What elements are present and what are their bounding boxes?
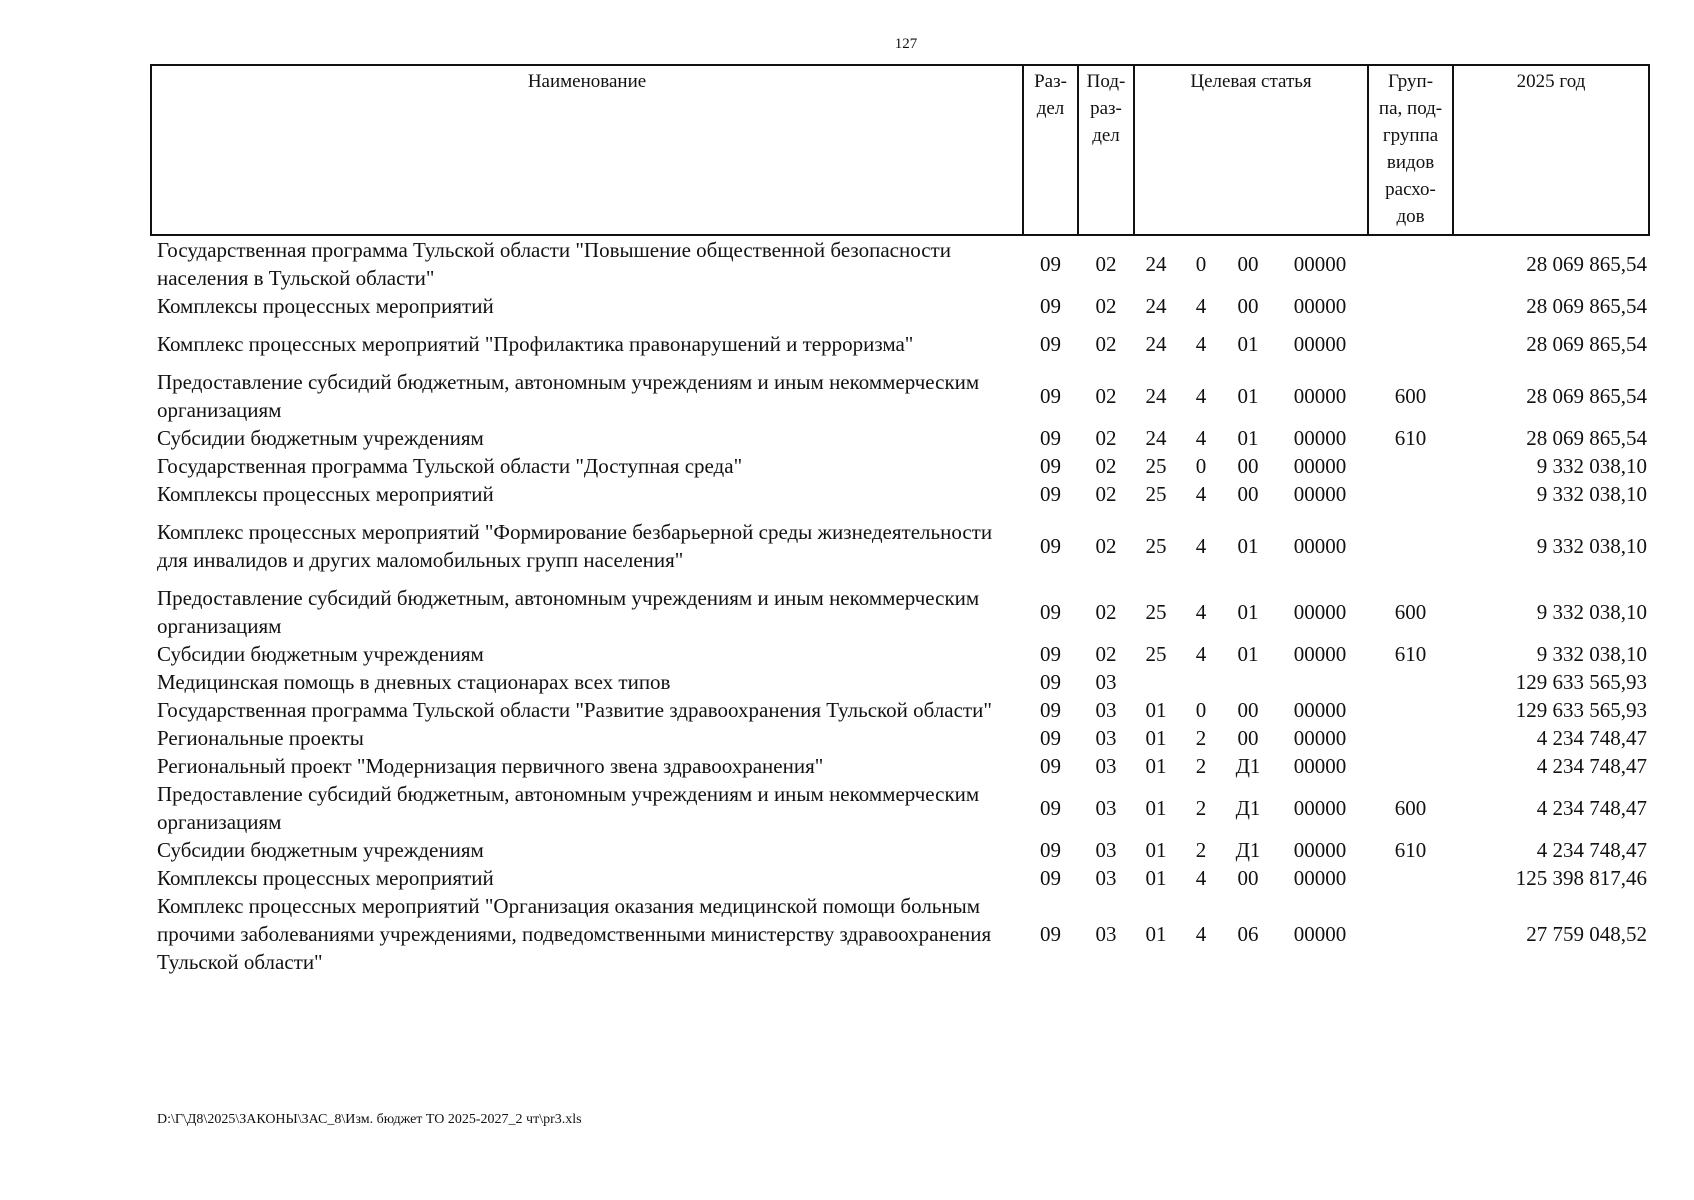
row-amount: 4 234 748,47 (1536, 796, 1648, 820)
footer-file-path: D:\Г\Д8\2025\ЗАКОНЫ\ЗАС_8\Изм. бюджет ТО 2025-2027_2 чт\pr3.xls (157, 1112, 582, 1127)
row-target-program: 01 (1145, 922, 1167, 946)
row-subsection: 03 (1095, 922, 1117, 946)
table-row (151, 292, 1649, 320)
header-year-2025: 2025 год (1453, 65, 1649, 235)
row-expense-group (1368, 696, 1453, 724)
row-target-direction: 00000 (1293, 384, 1347, 408)
row-amount: 129 633 565,93 (1515, 698, 1648, 722)
row-name: Региональный проект "Модернизация первичного звена здравоохранения" (157, 754, 824, 778)
row-section: 09 (1040, 454, 1061, 478)
row-target-type: 2 (1195, 754, 1207, 778)
row-section: 09 (1040, 294, 1061, 318)
row-section: 09 (1040, 642, 1061, 666)
row-amount: 28 069 865,54 (1526, 384, 1648, 408)
row-name: Государственная программа Тульской области "Развитие здравоохранения Тульской области" (157, 698, 992, 722)
row-amount: 9 332 038,10 (1536, 600, 1648, 624)
row-target-type: 4 (1195, 384, 1207, 408)
row-target-type: 0 (1195, 454, 1207, 478)
row-section: 09 (1040, 252, 1061, 276)
row-target-type: 4 (1195, 332, 1207, 356)
row-name: Медицинская помощь в дневных стационарах всех типов (157, 670, 671, 694)
row-subsection: 02 (1095, 252, 1117, 276)
row-section: 09 (1040, 754, 1061, 778)
row-amount: 4 234 748,47 (1536, 754, 1648, 778)
row-target-event: 00 (1237, 726, 1259, 750)
row-name: Комплексы процессных мероприятий (157, 294, 494, 318)
row-target-event: 01 (1237, 384, 1259, 408)
row-amount: 28 069 865,54 (1526, 294, 1648, 318)
row-subsection: 02 (1095, 332, 1117, 356)
header-section: Раз- дел (1023, 65, 1078, 235)
table-row (151, 892, 1649, 976)
table-row (151, 235, 1649, 292)
row-amount: 9 332 038,10 (1536, 482, 1648, 506)
header-name: Наименование (151, 65, 1023, 235)
row-section: 09 (1040, 698, 1061, 722)
row-target-event: 00 (1237, 252, 1259, 276)
table-row (151, 508, 1649, 584)
table-row (151, 452, 1649, 480)
row-target-program (1134, 668, 1178, 696)
table-row (151, 584, 1649, 640)
row-target-event: 00 (1237, 482, 1259, 506)
row-section: 09 (1040, 332, 1061, 356)
row-target-type: 4 (1195, 866, 1207, 890)
row-target-event: 00 (1237, 454, 1259, 478)
row-target-event: Д1 (1235, 838, 1261, 862)
budget-table-container (150, 64, 1648, 976)
row-target-type: 4 (1195, 600, 1207, 624)
row-subsection: 03 (1095, 866, 1117, 890)
row-name: Комплексы процессных мероприятий (157, 482, 494, 506)
row-target-type: 4 (1195, 922, 1207, 946)
row-name: Субсидии бюджетным учреждениям (157, 426, 484, 450)
row-target-type: 2 (1195, 838, 1207, 862)
row-target-event: Д1 (1235, 754, 1261, 778)
row-target-program: 01 (1145, 698, 1167, 722)
row-amount: 28 069 865,54 (1526, 332, 1648, 356)
row-target-program: 25 (1145, 454, 1167, 478)
row-target-type: 4 (1195, 426, 1207, 450)
row-name: Субсидии бюджетным учреждениям (157, 642, 484, 666)
row-name: Предоставление субсидий бюджетным, автономным учреждениям и иным некоммерческим организациям (157, 586, 980, 638)
row-section: 09 (1040, 922, 1061, 946)
row-section: 09 (1040, 384, 1061, 408)
row-expense-group: 610 (1394, 838, 1427, 862)
row-target-direction: 00000 (1293, 454, 1347, 478)
row-expense-group (1368, 480, 1453, 508)
row-target-type: 0 (1195, 252, 1207, 276)
row-name: Комплексы процессных мероприятий (157, 866, 494, 890)
row-subsection: 02 (1095, 294, 1117, 318)
row-name: Предоставление субсидий бюджетным, автономным учреждениям и иным некоммерческим организациям (157, 370, 980, 422)
row-target-event: 01 (1237, 534, 1259, 558)
row-target-program: 24 (1145, 294, 1167, 318)
row-subsection: 03 (1095, 726, 1117, 750)
row-target-type: 4 (1195, 294, 1207, 318)
row-amount: 129 633 565,93 (1515, 670, 1648, 694)
row-amount: 125 398 817,46 (1515, 866, 1648, 890)
row-amount: 4 234 748,47 (1536, 726, 1648, 750)
row-expense-group: 600 (1394, 384, 1427, 408)
table-row (151, 752, 1649, 780)
row-target-direction: 00000 (1293, 534, 1347, 558)
table-row (151, 640, 1649, 668)
row-amount: 9 332 038,10 (1536, 534, 1648, 558)
row-target-event: 00 (1237, 866, 1259, 890)
row-expense-group: 610 (1394, 642, 1427, 666)
row-subsection: 02 (1095, 534, 1117, 558)
row-amount: 4 234 748,47 (1536, 838, 1648, 862)
row-expense-group (1368, 892, 1453, 976)
table-row (151, 724, 1649, 752)
header-expense-group: Груп- па, под- группа видов расхо- дов (1368, 65, 1453, 235)
row-target-direction: 00000 (1293, 838, 1347, 862)
row-expense-group: 600 (1394, 600, 1427, 624)
row-expense-group (1368, 235, 1453, 292)
row-subsection: 03 (1095, 838, 1117, 862)
row-target-event: 01 (1237, 600, 1259, 624)
table-row (151, 836, 1649, 864)
row-target-program: 24 (1145, 384, 1167, 408)
row-subsection: 02 (1095, 384, 1117, 408)
row-subsection: 03 (1095, 670, 1117, 694)
row-target-event: 01 (1237, 426, 1259, 450)
row-expense-group (1368, 668, 1453, 696)
row-amount: 27 759 048,52 (1526, 922, 1648, 946)
row-expense-group (1368, 724, 1453, 752)
row-target-type: 2 (1195, 726, 1207, 750)
table-row (151, 424, 1649, 452)
row-target-event: 06 (1237, 922, 1259, 946)
table-row (151, 480, 1649, 508)
row-section: 09 (1040, 726, 1061, 750)
row-expense-group: 610 (1394, 426, 1427, 450)
row-name: Государственная программа Тульской области "Повышение общественной безопасности населения в Тульской области" (157, 238, 951, 290)
row-target-direction: 00000 (1293, 482, 1347, 506)
row-amount: 9 332 038,10 (1536, 454, 1648, 478)
row-target-program: 25 (1145, 600, 1167, 624)
row-amount: 28 069 865,54 (1526, 252, 1648, 276)
row-section: 09 (1040, 866, 1061, 890)
row-expense-group (1368, 508, 1453, 584)
row-target-type: 4 (1195, 482, 1207, 506)
budget-table (150, 64, 1650, 976)
row-target-direction (1272, 668, 1368, 696)
row-target-direction: 00000 (1293, 600, 1347, 624)
row-subsection: 02 (1095, 642, 1117, 666)
row-name: Предоставление субсидий бюджетным, автономным учреждениям и иным некоммерческим организациям (157, 782, 980, 834)
row-target-program: 01 (1145, 838, 1167, 862)
row-target-direction: 00000 (1293, 698, 1347, 722)
row-target-direction: 00000 (1293, 252, 1347, 276)
table-body (151, 235, 1649, 976)
row-target-direction: 00000 (1293, 426, 1347, 450)
header-subsection: Под- раз- дел (1078, 65, 1134, 235)
table-row (151, 864, 1649, 892)
row-expense-group (1368, 292, 1453, 320)
row-target-event: 01 (1237, 642, 1259, 666)
row-target-direction: 00000 (1293, 332, 1347, 356)
row-target-direction: 00000 (1293, 866, 1347, 890)
row-amount: 9 332 038,10 (1536, 642, 1648, 666)
row-section: 09 (1040, 796, 1061, 820)
row-target-event: 01 (1237, 332, 1259, 356)
row-target-event: 00 (1237, 294, 1259, 318)
row-target-direction: 00000 (1293, 922, 1347, 946)
row-name: Комплекс процессных мероприятий "Профилактика правонарушений и терроризма" (157, 332, 914, 356)
table-header-row (151, 65, 1649, 235)
row-expense-group (1368, 752, 1453, 780)
row-subsection: 03 (1095, 796, 1117, 820)
row-name: Комплекс процессных мероприятий "Формирование безбарьерной среды жизнедеятельности для инвалидов и других маломобильных групп населения" (157, 520, 993, 572)
row-section: 09 (1040, 534, 1061, 558)
row-name: Комплекс процессных мероприятий "Организация оказания медицинской помощи больным прочими заболеваниями учреждениями, подведомственными министерству здравоохранения Тульской области" (157, 894, 992, 974)
row-target-direction: 00000 (1293, 796, 1347, 820)
row-target-type: 0 (1195, 698, 1207, 722)
table-row (151, 668, 1649, 696)
row-target-program: 01 (1145, 796, 1167, 820)
row-subsection: 02 (1095, 482, 1117, 506)
row-target-program: 25 (1145, 534, 1167, 558)
row-target-type: 4 (1195, 534, 1207, 558)
row-section: 09 (1040, 482, 1061, 506)
table-row (151, 368, 1649, 424)
row-name: Субсидии бюджетным учреждениям (157, 838, 484, 862)
row-target-direction: 00000 (1293, 642, 1347, 666)
row-target-program: 25 (1145, 482, 1167, 506)
row-amount: 28 069 865,54 (1526, 426, 1648, 450)
row-section: 09 (1040, 600, 1061, 624)
row-section: 09 (1040, 670, 1061, 694)
table-row (151, 320, 1649, 368)
row-target-program: 24 (1145, 252, 1167, 276)
row-target-program: 25 (1145, 642, 1167, 666)
table-row (151, 696, 1649, 724)
row-target-event: 00 (1237, 698, 1259, 722)
row-subsection: 02 (1095, 426, 1117, 450)
row-expense-group (1368, 320, 1453, 368)
row-subsection: 03 (1095, 754, 1117, 778)
row-section: 09 (1040, 838, 1061, 862)
row-subsection: 03 (1095, 698, 1117, 722)
row-target-direction: 00000 (1293, 754, 1347, 778)
row-expense-group (1368, 452, 1453, 480)
row-name: Региональные проекты (157, 726, 364, 750)
row-target-program: 01 (1145, 726, 1167, 750)
row-expense-group (1368, 864, 1453, 892)
row-section: 09 (1040, 426, 1061, 450)
page-number: 127 (894, 36, 918, 52)
row-target-program: 24 (1145, 332, 1167, 356)
header-target-article: Целевая статья (1134, 65, 1368, 235)
row-target-direction: 00000 (1293, 726, 1347, 750)
row-target-type: 2 (1195, 796, 1207, 820)
row-target-type (1178, 668, 1224, 696)
row-name: Государственная программа Тульской области "Доступная среда" (157, 454, 743, 478)
row-expense-group: 600 (1394, 796, 1427, 820)
row-target-program: 24 (1145, 426, 1167, 450)
row-target-program: 01 (1145, 754, 1167, 778)
table-row (151, 780, 1649, 836)
row-target-type: 4 (1195, 642, 1207, 666)
row-subsection: 02 (1095, 454, 1117, 478)
row-target-direction: 00000 (1293, 294, 1347, 318)
row-target-event (1224, 668, 1272, 696)
row-target-event: Д1 (1235, 796, 1261, 820)
row-target-program: 01 (1145, 866, 1167, 890)
row-subsection: 02 (1095, 600, 1117, 624)
